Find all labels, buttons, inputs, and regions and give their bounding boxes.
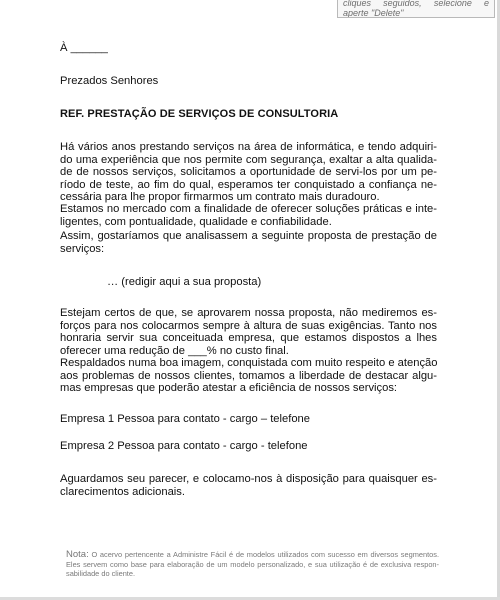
reference-heading[interactable]: REF. PRESTAÇÃO DE SERVIÇOS DE CONSULTORIA	[60, 108, 339, 120]
paragraph-line: de de nossos serviços, solicitamos a oportunidade de servi-los por um pe-	[60, 166, 437, 178]
paragraph-line: Respaldados numa boa imagem, conquistada com muito respeito e atenção	[60, 357, 438, 369]
paragraph-line: Assim, gostaríamos que analisassem a seguinte proposta de prestação de	[60, 230, 437, 242]
paragraph-line: aos problemas de nossos clientes, tomamos a liberdade de destacar algu-	[60, 369, 437, 382]
salutation[interactable]: Prezados Senhores	[60, 75, 159, 87]
paragraph-intro[interactable]	[60, 141, 437, 204]
paragraph-line: oferecer uma redução de ___% no custo final.	[60, 344, 289, 357]
paragraph-line: Aguardamos seu parecer, e colocamo-nos à disposição para quaisquer es-	[60, 473, 437, 485]
footer-line-3: sabilidade do cliente.	[66, 569, 136, 579]
nota-label: Nota:	[66, 549, 89, 560]
paragraph-references-intro[interactable]	[60, 357, 437, 395]
paragraph-line: do uma experiência que nos permite com segurança, exaltar a alta qualida-	[60, 153, 437, 166]
reference-company-1[interactable]: Empresa 1 Pessoa para contato - cargo – telefone	[60, 413, 311, 425]
paragraph-line: clarecimentos adicionais.	[60, 485, 185, 498]
hint-line-1: cliques seguidos, selecione e	[343, 0, 489, 8]
hint-line-2: aperte "Delete"	[343, 8, 404, 18]
proposal-placeholder[interactable]: … (redigir aqui a sua proposta)	[107, 276, 262, 288]
paragraph-proposal-intro[interactable]	[60, 230, 437, 255]
paragraph-line: ligentes, com pontualidade, qualidade e confiabilidade.	[60, 215, 332, 228]
footer-note	[66, 550, 439, 579]
paragraph-closing[interactable]	[60, 473, 437, 498]
paragraph-line: Há vários anos prestando serviços na área de informática, e tendo adquiri-	[60, 141, 437, 153]
paragraph-market[interactable]	[60, 203, 437, 228]
paragraph-line: serviços:	[60, 242, 105, 255]
instruction-tooltip	[337, 0, 495, 18]
footer-text: O acervo pertencente a Administre Fácil é de modelos utilizados com sucesso em diversos segmentos.	[91, 550, 439, 559]
paragraph-line: Estamos no mercado com a finalidade de oferecer soluções práticas e inte-	[60, 203, 437, 215]
reference-company-2[interactable]: Empresa 2 Pessoa para contato - cargo - telefone	[60, 440, 308, 452]
paragraph-line: forços para nos colocarmos sempre à altura de suas exigências. Tanto nos	[60, 319, 437, 332]
footer-line-1	[66, 550, 439, 560]
footer-line-2: Eles servem como base para elaboração de um modelo personalizado, e sua utilização é de exclusiva respon-	[66, 559, 439, 569]
paragraph-line: cessária para lhe propor firmarmos um contrato mais duradouro.	[60, 191, 380, 203]
paragraph-line: honraria servir sua conceituada empresa, que estamos dispostos a lhes	[60, 332, 437, 344]
recipient-line[interactable]: À ______	[60, 42, 108, 54]
paragraph-commitment[interactable]	[60, 307, 437, 357]
paragraph-line: Estejam certos de que, se aprovarem nossa proposta, não mediremos es-	[60, 307, 437, 319]
paragraph-line: ríodo de teste, ao fim do qual, esperamos ter conquistado a confiança ne-	[60, 178, 437, 191]
paragraph-line: mas empresas que poderão atestar a eficiência de nossos serviços:	[60, 382, 398, 394]
